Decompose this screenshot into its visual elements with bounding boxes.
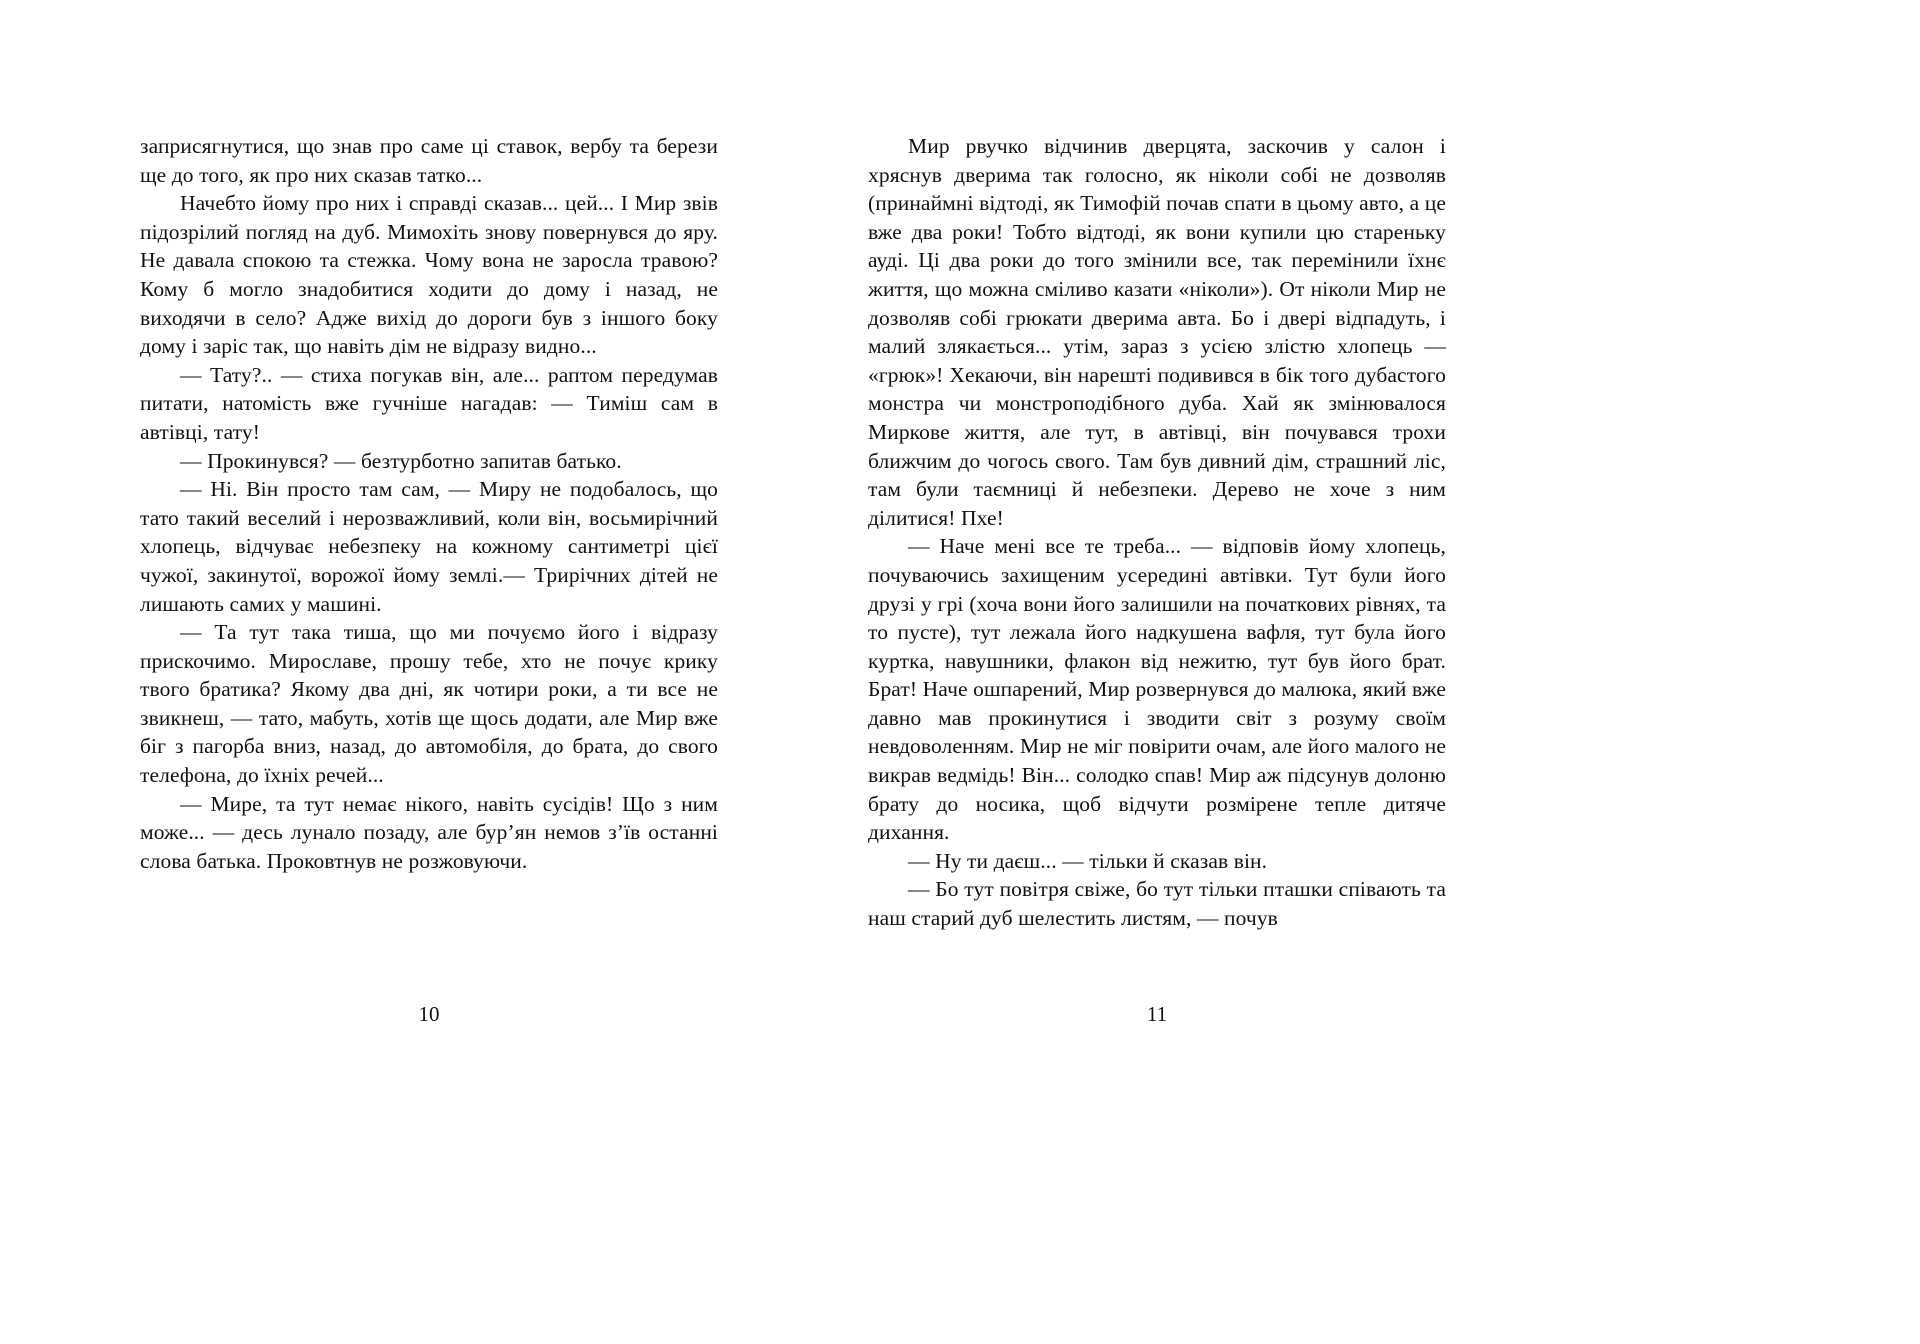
paragraph: — Наче мені все те треба... — відповів йому хлопець, почуваючись захищеним усередині автівки. Тут були його друзі у грі (хоча вони його залишили на початкових рівнях, та то пусте), тут лежала його надкушена вафля, тут була його куртка, навушники, флакон від нежитю, тут був його брат. Брат! Наче ошпарений, Мир розвернувся до малюка, який вже давно мав прокинутися і зводити світ з розуму своїм невдоволенням. Мир не міг повірити очам, але його малого не викрав ведмідь! Він... солодко спав! Мир аж підсунув долоню брату до носика, щоб відчути розмірене тепле дитяче дихання. — [868, 534, 1446, 845]
page-number-right: 11 — [1146, 1002, 1168, 1026]
paragraph: — Та тут така тиша, що ми почуємо його і відразу прискочимо. Мирославе, прошу тебе, хто не почує крику твого братика? Якому два дні, як чотири роки, а ти все не звикнеш, — тато, мабуть, хотів ще щось додати, але Мир вже біг з пагорба вниз, назад, до автомобіля, до брата, до свого телефона, до їхніх речей... — [140, 620, 718, 788]
paragraph: Мир рвучко відчинив дверцята, заскочив у салон і хряснув дверима так голосно, як ніколи собі не дозволяв (принаймні відтоді, як Тимофій почав спати в цьому авто, а це вже два роки! Тобто відтоді, як вони купили цю стареньку ауді. Ці два роки до того змінили все, так перемінили їхнє життя, що можна сміливо казати «ніколи»). От ніколи Мир не дозволяв собі грюкати дверима авта. Бо і двері відпадуть, і малий злякається... утім, зараз з усією злістю хлопець — «грюк»! Хекаючи, він нарешті подивився в бік того дубастого монстра чи монстроподібного дуба. Хай як змінювалося Миркове життя, але тут, в автівці, він почувався трохи ближчим до чогось свого. Там був дивний дім, страшний ліс, там були таємниці й небезпеки. Дерево не хоче з ним ділитися! Пхе! — [868, 134, 1446, 530]
left-page-text — [140, 132, 718, 875]
paragraph: — Ні. Він просто там сам, — Миру не подобалось, що тато такий веселий і нерозважливий, коли він, восьмирічний хлопець, відчуває небезпеку на кожному сантиметрі цієї чужої, закинутої, ворожої йому землі.— Трирічних дітей не лишають самих у машині. — [140, 477, 718, 616]
paragraph: Начебто йому про них і справді сказав... цей... І Мир звів підозрілий погляд на дуб. Мимохіть знову повернувся до яру. Не давала спокою та стежка. Чому вона не заросла травою? Кому б могло знадобитися ходити до дому і назад, не виходячи в село? Адже вихід до дороги був з іншого боку дому і заріс так, що навіть дім не відразу видно... — [140, 191, 718, 359]
right-page-text — [868, 132, 1446, 933]
page-number-left: 10 — [418, 1002, 440, 1026]
paragraph: — Мире, та тут немає нікого, навіть сусідів! Що з ним може... — десь лунало позаду, але бур’ян немов з’їв останні слова батька. Проковтнув не розжовуючи. — [140, 791, 718, 873]
paragraph: — Бо тут повітря свіже, бо тут тільки пташки співають та наш старий дуб шелестить листям, — почув — [868, 877, 1446, 931]
paragraph: — Тату?.. — стиха погукав він, але... раптом передумав питати, натомість вже гучніше нагадав: — Тиміш сам в автівці, тату! — [140, 362, 718, 444]
paragraph: заприсягнутися, що знав про саме ці ставок, вербу та берези ще до того, як про них сказав татко... — [140, 134, 718, 187]
paragraph: — Прокинувся? — безтурботно запитав батько. — [180, 448, 622, 473]
paragraph: — Ну ти даєш... — тільки й сказав він. — [908, 848, 1268, 873]
